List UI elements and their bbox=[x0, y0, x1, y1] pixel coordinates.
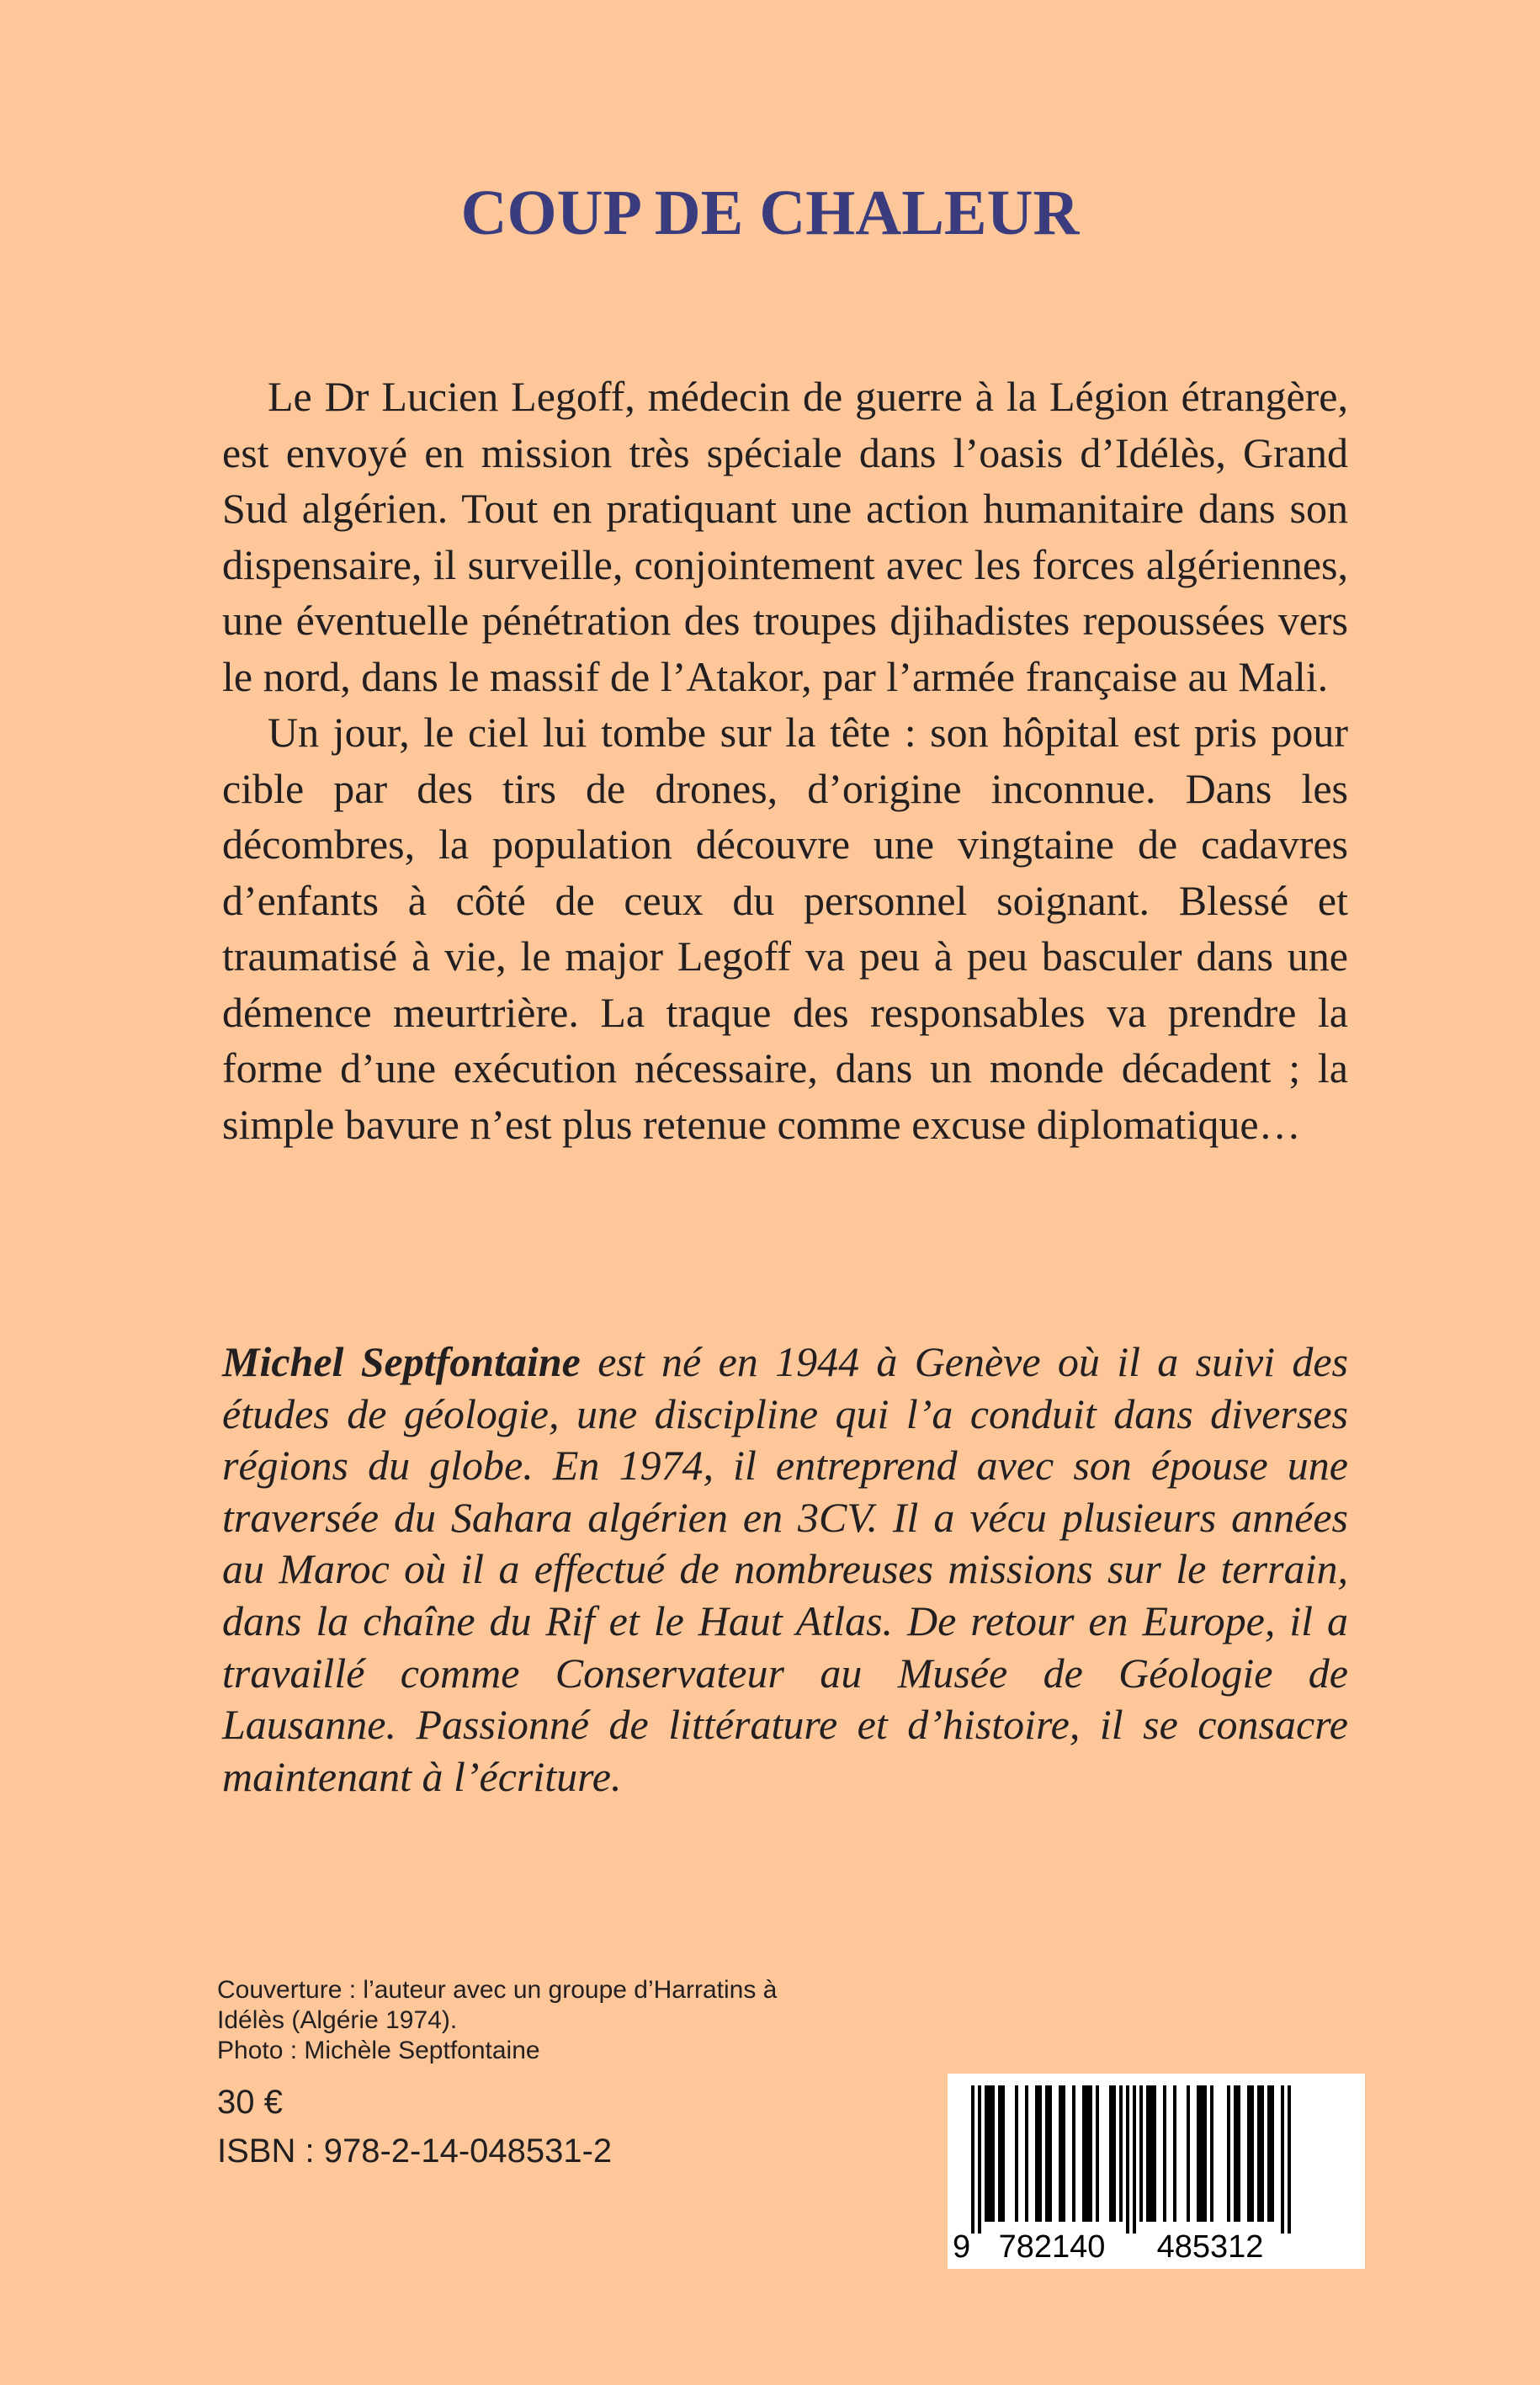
barcode bbox=[948, 2074, 1365, 2269]
barcode-bar bbox=[1139, 2085, 1143, 2222]
price: 30 € bbox=[217, 2084, 283, 2121]
book-title: COUP DE CHALEUR bbox=[460, 178, 1080, 248]
barcode-guard-bar bbox=[1133, 2085, 1136, 2234]
barcode-bar bbox=[1119, 2085, 1123, 2222]
barcode-bar bbox=[1025, 2085, 1028, 2222]
barcode-guard-bar bbox=[1126, 2085, 1129, 2234]
barcode-bar bbox=[1173, 2085, 1176, 2222]
barcode-digits-right: 485312 bbox=[1156, 2229, 1264, 2265]
isbn: ISBN : 978-2-14-048531-2 bbox=[217, 2133, 613, 2170]
barcode-bar bbox=[1234, 2085, 1240, 2222]
synopsis bbox=[222, 369, 1348, 1152]
barcode-bar bbox=[1015, 2085, 1018, 2222]
barcode-bar bbox=[1045, 2085, 1052, 2222]
barcode-bar bbox=[1187, 2085, 1190, 2222]
barcode-guard-bar bbox=[1281, 2085, 1284, 2234]
barcode-bar bbox=[1210, 2085, 1213, 2222]
barcode-bar bbox=[1247, 2085, 1254, 2222]
cover-credit: Couverture : l’auteur avec un groupe d’Harratins à Idélès (Algérie 1974). bbox=[217, 1976, 778, 2034]
barcode-guard-bar bbox=[978, 2085, 981, 2234]
barcode-bar bbox=[1072, 2085, 1075, 2222]
author-bio bbox=[222, 1336, 1348, 1803]
barcode-bar bbox=[1109, 2085, 1116, 2222]
barcode-bar bbox=[1197, 2085, 1207, 2222]
barcode-bar bbox=[1146, 2085, 1156, 2222]
barcode-guard-bar bbox=[1288, 2085, 1291, 2234]
barcode-bar bbox=[1059, 2085, 1065, 2222]
barcode-guard-bar bbox=[971, 2085, 974, 2234]
barcode-bar bbox=[1267, 2085, 1274, 2222]
barcode-bar bbox=[1257, 2085, 1264, 2222]
barcode-bar bbox=[1163, 2085, 1166, 2222]
barcode-bar bbox=[1227, 2085, 1230, 2222]
barcode-graphic bbox=[948, 2074, 1365, 2269]
author-name: Michel Septfontaine bbox=[222, 1338, 581, 1385]
barcode-bar bbox=[1035, 2085, 1042, 2222]
credits bbox=[217, 1975, 789, 2066]
barcode-bar bbox=[1096, 2085, 1099, 2222]
barcode-digits-left: 782140 bbox=[998, 2229, 1106, 2265]
photo-credit: Photo : Michèle Septfontaine bbox=[217, 2037, 540, 2064]
barcode-bar bbox=[998, 2085, 1005, 2222]
barcode-bar bbox=[985, 2085, 995, 2222]
synopsis-paragraph: Le Dr Lucien Legoff, médecin de guerre à la Légion étrangère, est envoyé en mission très spéciale dans l’oasis d’Idélès, Grand Sud algérien. Tout en pratiquant une action humanitaire dans son dispensaire, il surveille, conjointement avec les forces algériennes, une éventuelle pénétration des troupes djihadistes repoussées vers le nord, dans le massif de l’Atakor, par l’armée française au Mali. bbox=[222, 373, 1348, 700]
barcode-bar bbox=[1082, 2085, 1092, 2222]
author-bio-text: est né en 1944 à Genève où il a suivi des études de géologie, une discipline qui l’a conduit dans diverses régions du globe. En 1974, il entreprend avec son épouse une traversée du Sahara algérien en 3CV. Il a vécu plusieurs années au Maroc où il a effectué de nombreuses missions sur le terrain, dans la chaîne du Rif et le Haut Atlas. De retour en Europe, il a travaillé comme Conservateur au Musée de Géologie de Lausanne. Passionné de littérature et d’histoire, il se consacre maintenant à l’écriture. bbox=[222, 1338, 1348, 1800]
barcode-digit-lead: 9 bbox=[953, 2229, 971, 2265]
synopsis-paragraph: Un jour, le ciel lui tombe sur la tête : son hôpital est pris pour cible par des tirs de drones, d’origine inconnue. Dans les décombres, la population découvre une vingtaine de cadavres d’enfants à côté de ceux du personnel soignant. Blessé et traumatisé à vie, le major Legoff va peu à peu basculer dans une démence meurtrière. La traque des responsables va prendre la forme d’une exécution nécessaire, dans un monde décadent ; la simple bavure n’est plus retenue comme excuse diplomatique… bbox=[222, 709, 1348, 1148]
